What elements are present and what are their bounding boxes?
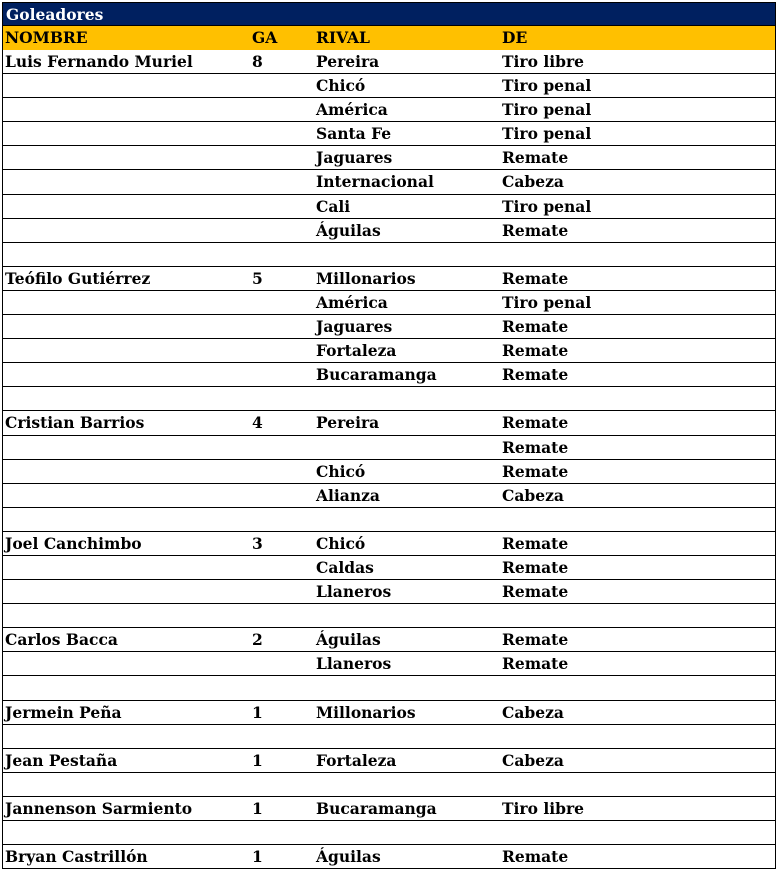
table-row bbox=[2, 411, 776, 435]
cell-rival bbox=[314, 243, 500, 266]
header-de: DE bbox=[502, 28, 528, 47]
cell-ga bbox=[250, 652, 314, 675]
cell-de: Tiro penal bbox=[502, 100, 592, 120]
cell-ga bbox=[250, 725, 314, 748]
cell-rival: Águilas bbox=[316, 220, 381, 240]
table-row bbox=[2, 604, 776, 628]
cell-rival: Chicó bbox=[316, 76, 366, 96]
cell-ga: 8 bbox=[252, 52, 263, 71]
table-row bbox=[2, 749, 776, 773]
cell-rival: Internacional bbox=[316, 172, 434, 192]
cell-ga: 1 bbox=[252, 750, 263, 770]
cell-ga bbox=[250, 773, 314, 796]
cell-ga bbox=[250, 821, 314, 844]
cell-ga: 2 bbox=[252, 630, 263, 650]
cell-ga bbox=[250, 508, 314, 531]
table-row bbox=[2, 508, 776, 532]
cell-de: Tiro penal bbox=[502, 76, 592, 96]
cell-name bbox=[3, 170, 250, 193]
cell-de: Cabeza bbox=[502, 485, 564, 505]
cell-name bbox=[3, 315, 250, 338]
cell-de: Remate bbox=[502, 220, 569, 240]
cell-rival: Alianza bbox=[316, 485, 380, 505]
table-row bbox=[2, 146, 776, 170]
table-row bbox=[2, 267, 776, 291]
cell-ga bbox=[250, 460, 314, 483]
cell-de bbox=[500, 676, 775, 699]
table-row bbox=[2, 532, 776, 556]
cell-de: Remate bbox=[502, 148, 569, 168]
cell-rival: Pereira bbox=[316, 413, 380, 433]
cell-name bbox=[3, 436, 250, 459]
cell-rival: Millonarios bbox=[316, 702, 416, 722]
cell-name bbox=[3, 508, 250, 531]
header-rival: RIVAL bbox=[316, 28, 370, 47]
cell-name bbox=[3, 146, 250, 169]
cell-rival bbox=[314, 773, 500, 796]
cell-name bbox=[3, 773, 250, 796]
header-name: NOMBRE bbox=[5, 28, 88, 47]
cell-name bbox=[3, 652, 250, 675]
cell-de: Remate bbox=[502, 317, 569, 337]
cell-name bbox=[3, 484, 250, 507]
table-title: Goleadores bbox=[2, 2, 776, 26]
cell-de: Remate bbox=[502, 341, 569, 361]
table-row bbox=[2, 122, 776, 146]
cell-ga bbox=[250, 146, 314, 169]
cell-rival: América bbox=[316, 100, 388, 120]
cell-name: Cristian Barrios bbox=[5, 413, 145, 433]
cell-name bbox=[3, 725, 250, 748]
cell-ga bbox=[250, 387, 314, 410]
scorers-table bbox=[2, 2, 776, 869]
cell-name: Bryan Castrillón bbox=[5, 847, 148, 867]
cell-name bbox=[3, 243, 250, 266]
cell-de bbox=[500, 508, 775, 531]
cell-name bbox=[3, 556, 250, 579]
cell-de: Tiro penal bbox=[502, 292, 592, 312]
cell-ga bbox=[250, 315, 314, 338]
cell-ga bbox=[250, 676, 314, 699]
table-row bbox=[2, 676, 776, 700]
cell-rival bbox=[314, 436, 500, 459]
cell-de: Remate bbox=[502, 533, 569, 553]
cell-rival: Águilas bbox=[316, 847, 381, 867]
cell-name bbox=[3, 460, 250, 483]
cell-ga bbox=[250, 98, 314, 121]
cell-rival: Millonarios bbox=[316, 268, 416, 288]
cell-de: Remate bbox=[502, 413, 569, 433]
cell-de: Remate bbox=[502, 557, 569, 577]
cell-name: Carlos Bacca bbox=[5, 630, 118, 650]
cell-rival: Chicó bbox=[316, 533, 366, 553]
cell-rival: Pereira bbox=[316, 52, 380, 71]
table-row bbox=[2, 628, 776, 652]
cell-rival: Santa Fe bbox=[316, 124, 392, 144]
table-row bbox=[2, 725, 776, 749]
cell-ga bbox=[250, 363, 314, 386]
cell-name bbox=[3, 363, 250, 386]
cell-de: Tiro penal bbox=[502, 196, 592, 216]
cell-name: Teófilo Gutiérrez bbox=[5, 268, 151, 288]
cell-de bbox=[500, 821, 775, 844]
cell-ga bbox=[250, 219, 314, 242]
table-row bbox=[2, 580, 776, 604]
table-row bbox=[2, 50, 776, 74]
table-row bbox=[2, 74, 776, 98]
table-row bbox=[2, 845, 776, 869]
cell-de: Remate bbox=[502, 582, 569, 602]
cell-name bbox=[3, 74, 250, 97]
cell-de: Remate bbox=[502, 365, 569, 385]
table-row bbox=[2, 701, 776, 725]
cell-name bbox=[3, 387, 250, 410]
cell-de: Remate bbox=[502, 437, 569, 457]
cell-name: Jannenson Sarmiento bbox=[5, 798, 193, 818]
cell-name: Luis Fernando Muriel bbox=[5, 52, 193, 71]
cell-name: Joel Canchimbo bbox=[5, 533, 142, 553]
cell-de: Cabeza bbox=[502, 702, 564, 722]
cell-ga: 1 bbox=[252, 847, 263, 867]
cell-rival: Chicó bbox=[316, 461, 366, 481]
cell-de bbox=[500, 604, 775, 627]
table-row bbox=[2, 315, 776, 339]
cell-name bbox=[3, 98, 250, 121]
cell-rival: Águilas bbox=[316, 630, 381, 650]
table-row bbox=[2, 170, 776, 194]
table-row bbox=[2, 243, 776, 267]
cell-ga bbox=[250, 339, 314, 362]
cell-name bbox=[3, 291, 250, 314]
cell-de bbox=[500, 243, 775, 266]
table-body bbox=[2, 50, 776, 869]
table-row bbox=[2, 436, 776, 460]
cell-rival: Llaneros bbox=[316, 582, 392, 602]
cell-name bbox=[3, 339, 250, 362]
cell-rival: Cali bbox=[316, 196, 351, 216]
table-row bbox=[2, 556, 776, 580]
cell-ga: 5 bbox=[252, 268, 263, 288]
cell-de bbox=[500, 387, 775, 410]
cell-rival: Jaguares bbox=[316, 317, 393, 337]
cell-ga bbox=[250, 195, 314, 218]
cell-name: Jermein Peña bbox=[5, 702, 122, 722]
cell-de: Remate bbox=[502, 268, 569, 288]
cell-de: Tiro libre bbox=[502, 52, 584, 71]
cell-ga bbox=[250, 556, 314, 579]
cell-ga bbox=[250, 604, 314, 627]
cell-ga bbox=[250, 484, 314, 507]
table-row bbox=[2, 460, 776, 484]
table-row bbox=[2, 195, 776, 219]
cell-de: Tiro libre bbox=[502, 798, 584, 818]
cell-name bbox=[3, 604, 250, 627]
cell-de: Remate bbox=[502, 461, 569, 481]
cell-rival bbox=[314, 604, 500, 627]
cell-ga bbox=[250, 170, 314, 193]
table-row bbox=[2, 797, 776, 821]
cell-rival: América bbox=[316, 292, 388, 312]
cell-name bbox=[3, 195, 250, 218]
cell-rival: Jaguares bbox=[316, 148, 393, 168]
table-row bbox=[2, 219, 776, 243]
cell-de bbox=[500, 773, 775, 796]
cell-name bbox=[3, 580, 250, 603]
table-row bbox=[2, 339, 776, 363]
cell-rival: Llaneros bbox=[316, 654, 392, 674]
cell-de: Cabeza bbox=[502, 750, 564, 770]
cell-de: Cabeza bbox=[502, 172, 564, 192]
table-row bbox=[2, 98, 776, 122]
cell-rival bbox=[314, 508, 500, 531]
table-row bbox=[2, 773, 776, 797]
cell-rival: Bucaramanga bbox=[316, 365, 437, 385]
cell-ga: 3 bbox=[252, 533, 263, 553]
cell-ga bbox=[250, 436, 314, 459]
cell-rival bbox=[314, 725, 500, 748]
cell-ga bbox=[250, 291, 314, 314]
cell-de bbox=[500, 725, 775, 748]
table-row bbox=[2, 821, 776, 845]
cell-ga bbox=[250, 580, 314, 603]
cell-name bbox=[3, 122, 250, 145]
table-row bbox=[2, 387, 776, 411]
cell-ga: 1 bbox=[252, 702, 263, 722]
cell-rival bbox=[314, 821, 500, 844]
table-row bbox=[2, 363, 776, 387]
header-ga: GA bbox=[252, 28, 278, 47]
cell-ga: 1 bbox=[252, 798, 263, 818]
cell-ga bbox=[250, 74, 314, 97]
cell-name bbox=[3, 219, 250, 242]
cell-rival: Bucaramanga bbox=[316, 798, 437, 818]
cell-de: Tiro penal bbox=[502, 124, 592, 144]
cell-ga bbox=[250, 122, 314, 145]
cell-rival bbox=[314, 676, 500, 699]
cell-name bbox=[3, 821, 250, 844]
cell-name: Jean Pestaña bbox=[5, 750, 118, 770]
table-row bbox=[2, 291, 776, 315]
table-row bbox=[2, 484, 776, 508]
header-row bbox=[2, 26, 776, 50]
cell-de: Remate bbox=[502, 654, 569, 674]
cell-name bbox=[3, 676, 250, 699]
cell-de: Remate bbox=[502, 630, 569, 650]
table-row bbox=[2, 652, 776, 676]
cell-de: Remate bbox=[502, 847, 569, 867]
cell-rival: Fortaleza bbox=[316, 750, 397, 770]
cell-rival bbox=[314, 387, 500, 410]
cell-ga: 4 bbox=[252, 413, 263, 433]
cell-rival: Fortaleza bbox=[316, 341, 397, 361]
cell-ga bbox=[250, 243, 314, 266]
cell-rival: Caldas bbox=[316, 557, 374, 577]
